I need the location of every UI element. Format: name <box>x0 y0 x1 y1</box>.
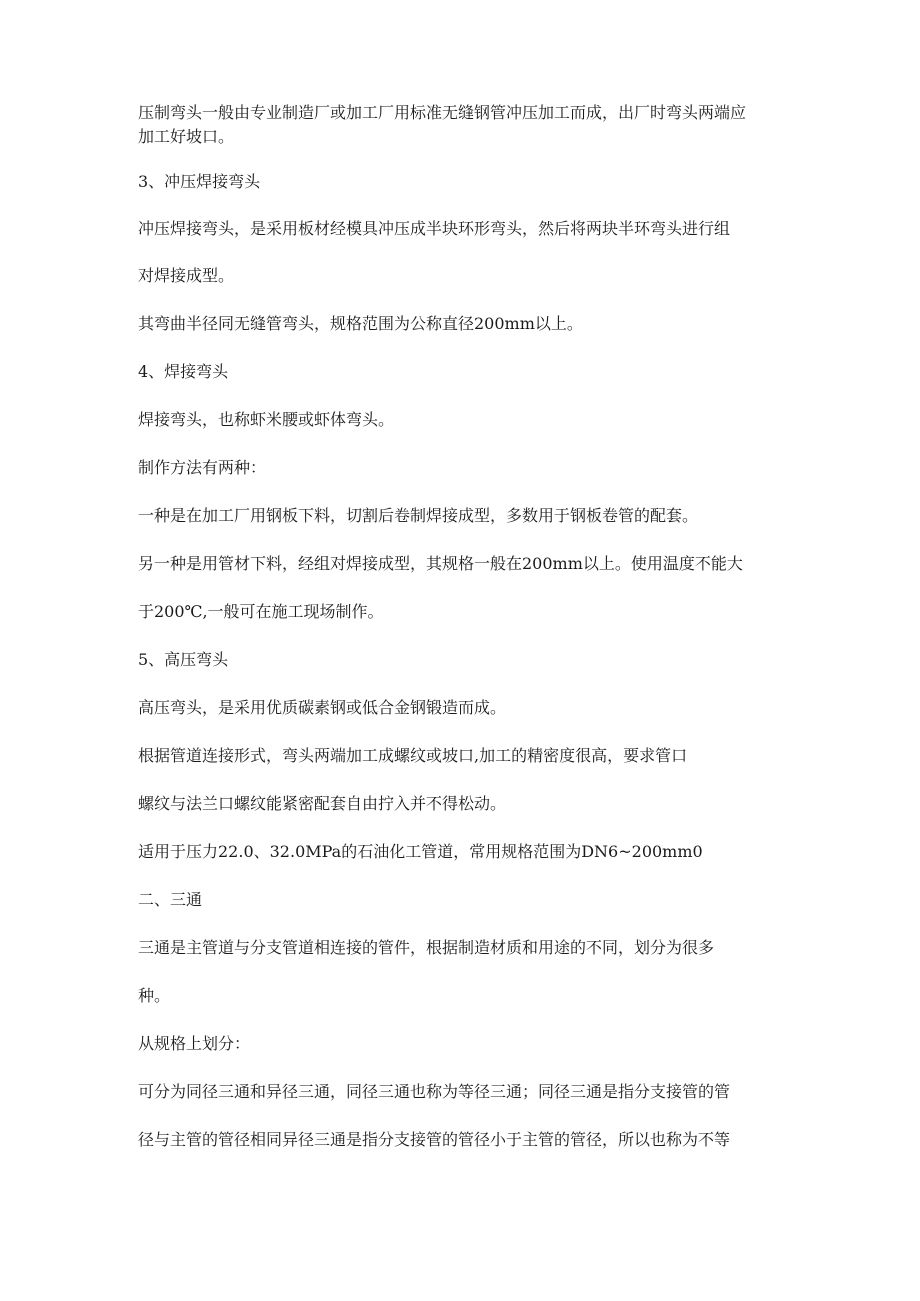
text-line: 从规格上划分： <box>138 1034 251 1053</box>
section-heading: 3、冲压焊接弯头 <box>138 172 261 191</box>
text-line: 冲压焊接弯头，是采用板材经模具冲压成半块环形弯头，然后将两块半环弯头进行组 <box>138 219 731 238</box>
text-line: 制作方法有两种： <box>138 458 267 477</box>
text-line: 一种是在加工厂用钢板下料，切割后卷制焊接成型，多数用于钢板卷管的配套。 <box>138 506 699 525</box>
text-line: 螺纹与法兰口螺纹能紧密配套自由拧入并不得松动。 <box>138 794 507 813</box>
text-line: 压制弯头一般由专业制造厂或加工厂用标准无缝钢管冲压加工而成，出厂时弯头两端应 <box>138 103 747 122</box>
text-line: 于200℃,一般可在施工现场制作。 <box>138 602 384 621</box>
text-line: 径与主管的管径相同异径三通是指分支接管的管径小于主管的管径，所以也称为不等 <box>138 1130 731 1149</box>
text-line: 其弯曲半径同无缝管弯头，规格范围为公称直径200mm以上。 <box>138 314 583 333</box>
text-line: 高压弯头，是采用优质碳素钢或低合金钢锻造而成。 <box>138 698 507 717</box>
text-line: 另一种是用管材下料，经组对焊接成型，其规格一般在200mm以上。使用温度不能大 <box>138 554 743 573</box>
text-line: 三通是主管道与分支管道相连接的管件，根据制造材质和用途的不同，划分为很多 <box>138 938 715 957</box>
text-line: 种。 <box>138 986 171 1005</box>
text-line: 加工好坡口。 <box>138 127 235 146</box>
section-heading: 二、三通 <box>138 890 203 909</box>
text-line: 适用于压力22.0、32.0MPa的石油化工管道，常用规格范围为DN6~200mm0 <box>138 842 703 861</box>
section-heading: 4、焊接弯头 <box>138 362 229 381</box>
text-line: 可分为同径三通和异径三通，同径三通也称为等径三通；同径三通是指分支接管的管 <box>138 1082 731 1101</box>
text-line: 根据管道连接形式，弯头两端加工成螺纹或坡口,加工的精密度很高，要求管口 <box>138 746 688 765</box>
text-line: 焊接弯头，也称虾米腰或虾体弯头。 <box>138 410 395 429</box>
section-heading: 5、高压弯头 <box>138 650 229 669</box>
text-line: 对焊接成型。 <box>138 266 235 285</box>
